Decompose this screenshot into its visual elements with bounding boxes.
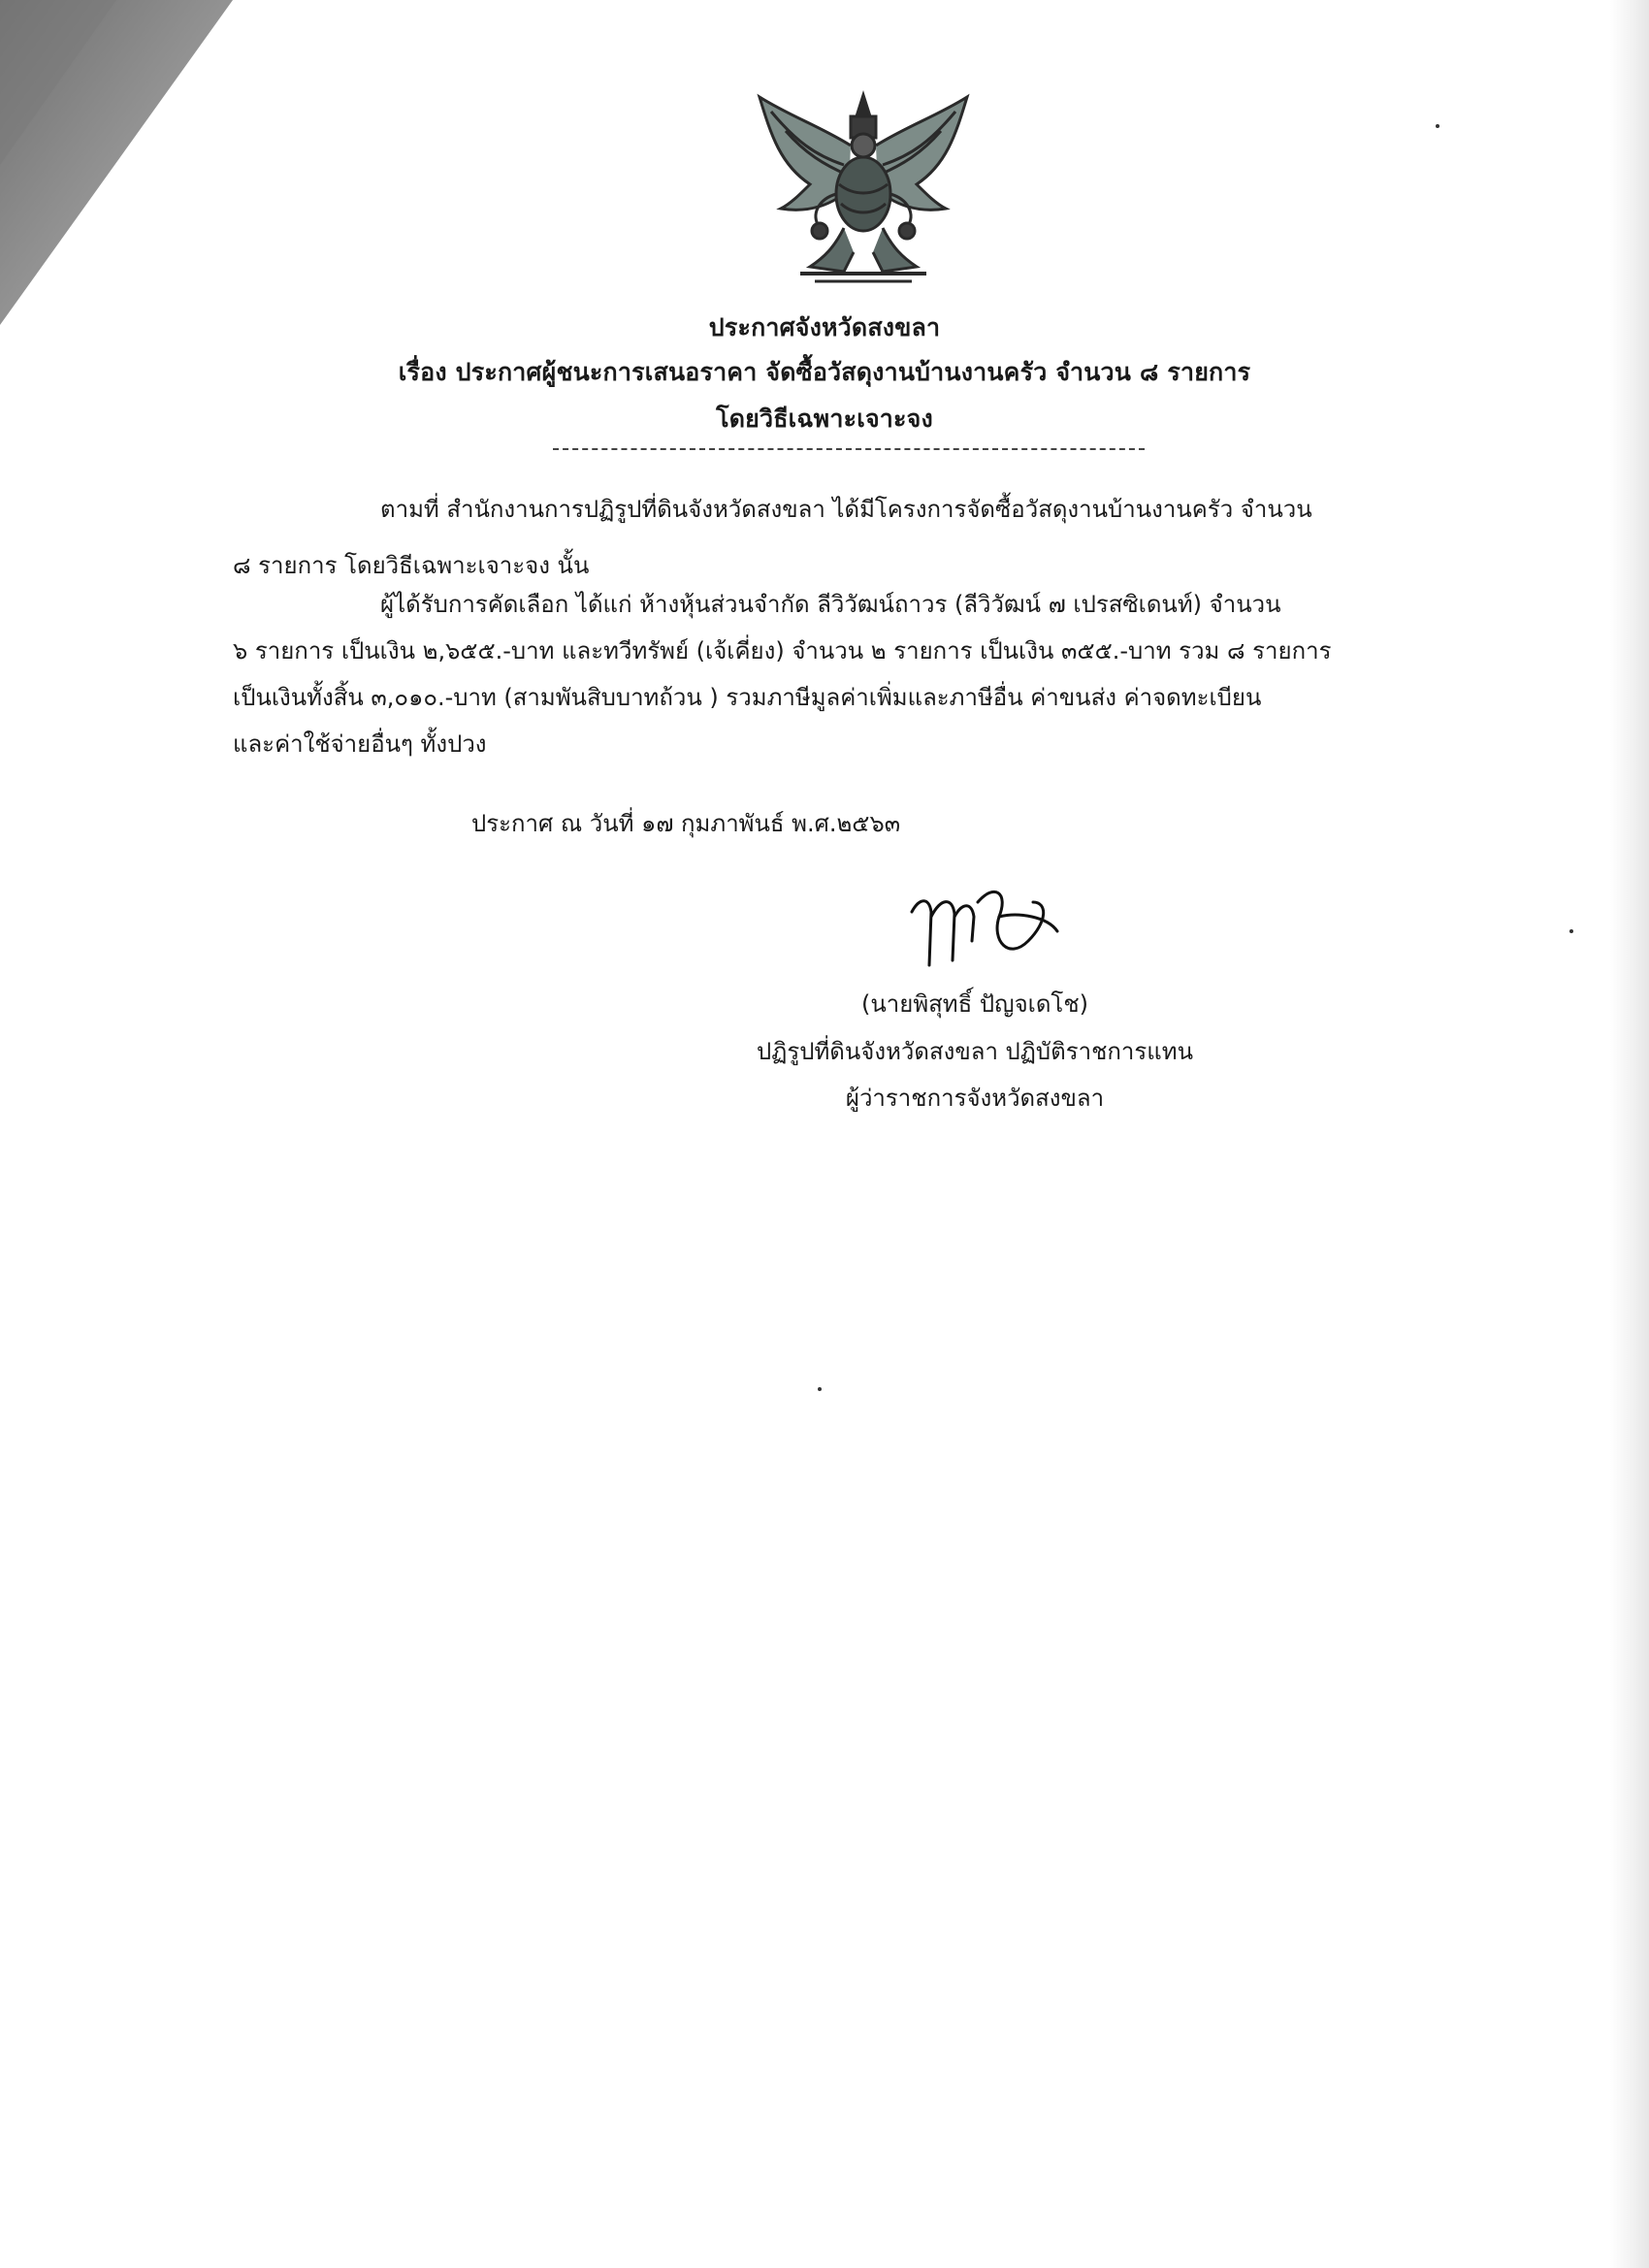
- paragraph-2-line-3: เป็นเงินทั้งสิ้น ๓,๐๑๐.-บาท (สามพันสิบบาทถ้วน ) รวมภาษีมูลค่าเพิ่มและภาษีอื่น ค่าขนส่ง ค่าจดทะเบียน: [233, 684, 1262, 711]
- paragraph-2-line-1: ผู้ได้รับการคัดเลือก ได้แก่ ห้างหุ้นส่วนจำกัด ลีวิวัฒน์ถาวร (ลีวิวัฒน์ ๗ เปรสซิเดนท์) จำนวน: [380, 591, 1281, 618]
- document-subject: เรื่อง ประกาศผู้ชนะการเสนอราคา จัดซื้อวัสดุงานบ้านงานครัว จำนวน ๘ รายการ: [398, 358, 1251, 386]
- paragraph-2-line-2: ๖ รายการ เป็นเงิน ๒,๖๕๕.-บาท และทวีทรัพย์ (เจ้เคี่ยง) จำนวน ๒ รายการ เป็นเงิน ๓๕๕.-บาท รวม ๘ รายการ: [233, 637, 1332, 664]
- separator-line: [553, 448, 1145, 450]
- paragraph-2-line-4: และค่าใช้จ่ายอื่นๆ ทั้งปวง: [233, 730, 487, 758]
- paragraph-1-line-2: ๘ รายการ โดยวิธีเฉพาะเจาะจง นั้น: [233, 552, 590, 579]
- handwritten-signature: [902, 873, 1077, 980]
- scan-speck: [1436, 124, 1439, 128]
- folded-corner-shadow: [0, 0, 242, 330]
- document-title: ประกาศจังหวัดสงขลา: [708, 313, 941, 341]
- signer-name: (นายพิสุทธิ์ ปัญจเดโช): [861, 990, 1088, 1018]
- scan-speck: [1569, 929, 1573, 933]
- garuda-emblem-icon: [742, 87, 985, 291]
- announcement-date: ประกาศ ณ วันที่ ๑๗ กุมภาพันธ์ พ.ศ.๒๕๖๓: [471, 810, 901, 837]
- signer-position: ปฏิรูปที่ดินจังหวัดสงขลา ปฏิบัติราชการแทน: [757, 1038, 1193, 1065]
- procurement-method: โดยวิธีเฉพาะเจาะจง: [716, 405, 933, 433]
- scan-speck: [818, 1387, 822, 1391]
- signer-office: ผู้ว่าราชการจังหวัดสงขลา: [845, 1085, 1105, 1112]
- paragraph-1-line-1: ตามที่ สำนักงานการปฏิรูปที่ดินจังหวัดสงขลา ได้มีโครงการจัดซื้อวัสดุงานบ้านงานครัว จำนวน: [380, 496, 1312, 523]
